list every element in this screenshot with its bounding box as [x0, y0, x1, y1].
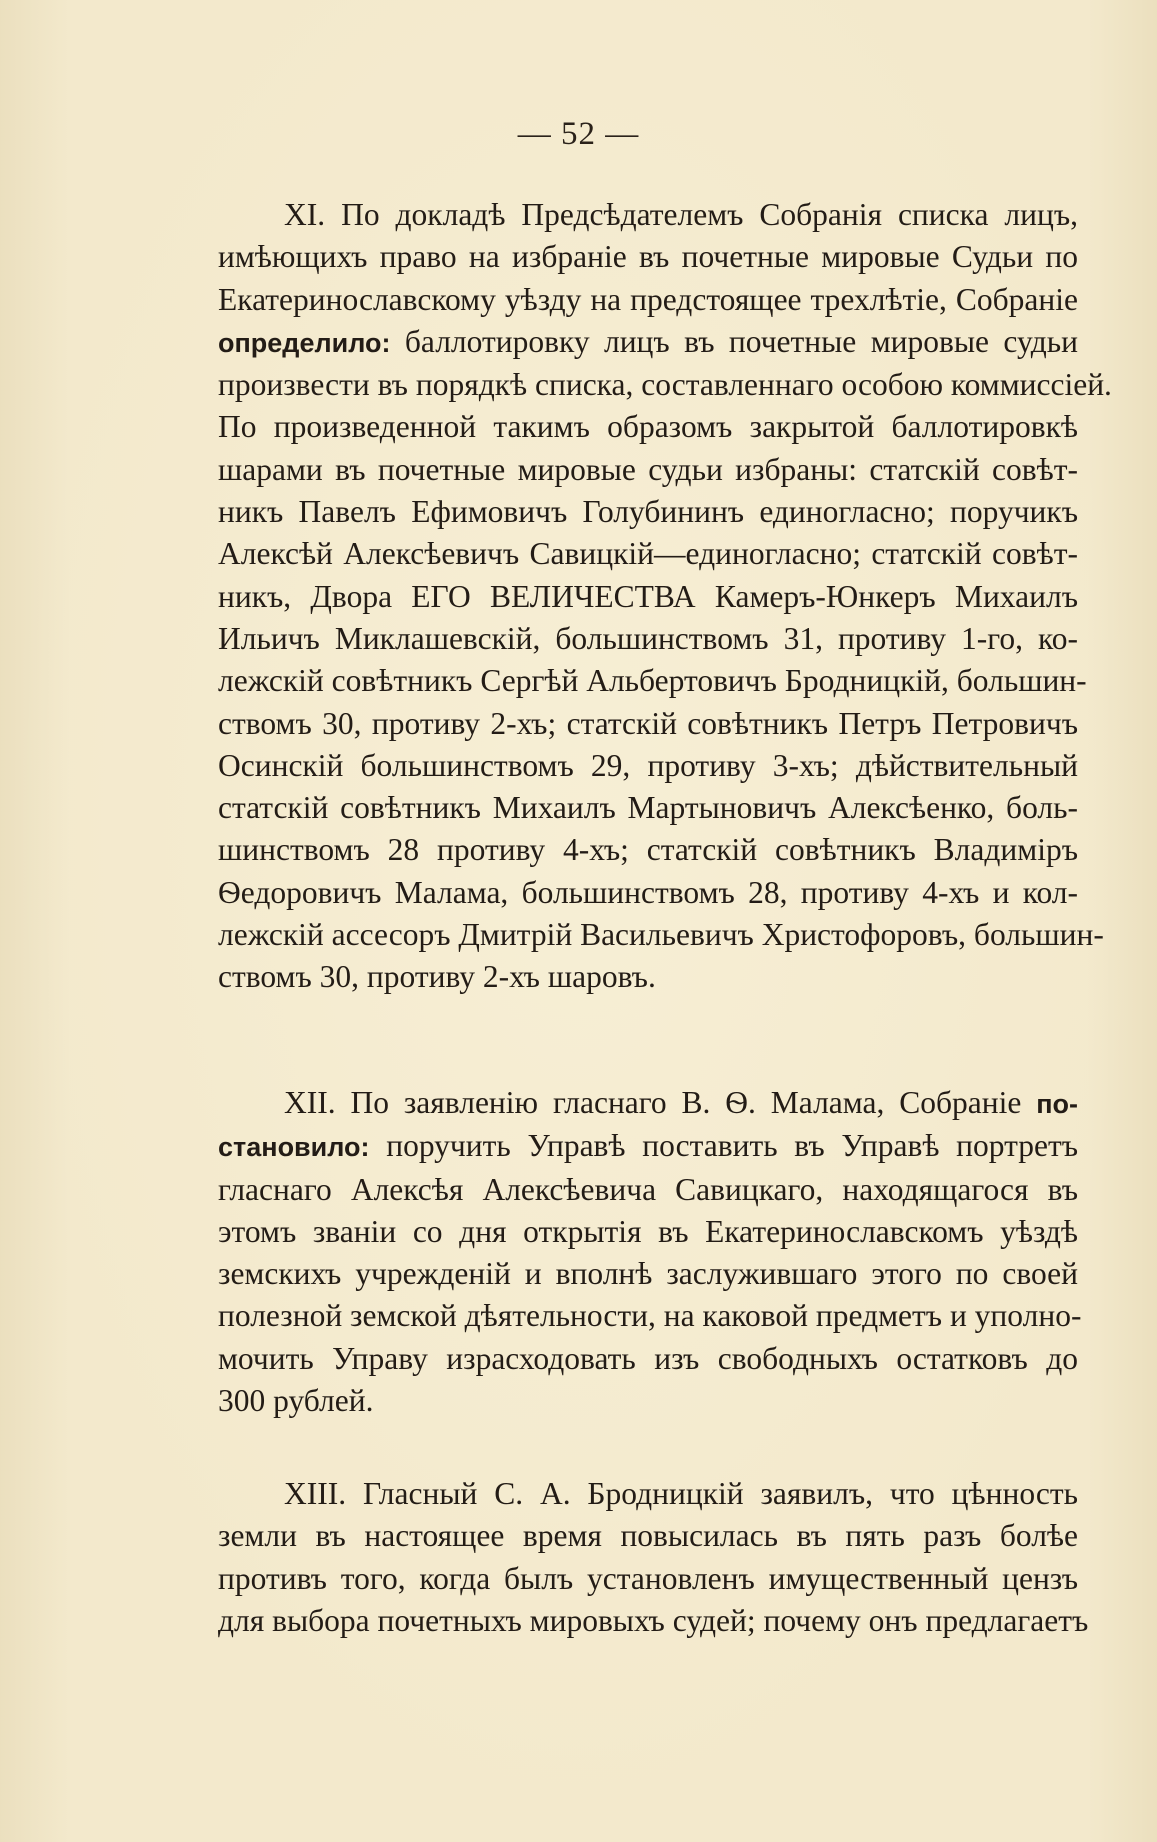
- bold-term: определило:: [218, 327, 391, 358]
- paragraph-xiii: [218, 1473, 1089, 1642]
- text-line: мочить Управу израсходовать изъ свободныхъ остатковъ до: [218, 1340, 1078, 1376]
- text-line: никъ, Двора ЕГО ВЕЛИЧЕСТВА Камеръ-Юнкеръ Михаилъ: [218, 578, 1078, 614]
- text-line: ствомъ 30, противу 2-хъ шаровъ.: [218, 959, 656, 995]
- text-line: гласнаго Алексѣя Алексѣевича Савицкаго, находящагося въ: [218, 1171, 1078, 1207]
- text-line: Ѳедоровичъ Малама, большинствомъ 28, противу 4-хъ и кол-: [218, 874, 1078, 910]
- page-number: — 52 —: [517, 116, 640, 152]
- text-line: По произведенной такимъ образомъ закрытой баллотировкѣ: [218, 409, 1078, 445]
- text-line: Екатеринославскому уѣзду на предстоящее трехлѣтіе, Собраніе: [218, 281, 1078, 317]
- text-line: для выбора почетныхъ мировыхъ судей; почему онъ предлагаетъ: [218, 1602, 1089, 1638]
- text-line: полезной земской дѣятельности, на каковой предметъ и уполно-: [218, 1298, 1082, 1334]
- text-line: ствомъ 30, противу 2-хъ; статскій совѣтникъ Петръ Петровичъ: [218, 705, 1078, 741]
- text-line: имѣющихъ право на избраніе въ почетные мировые Судьи по: [218, 239, 1078, 275]
- text-line: становило: поручить Управѣ поставить въ Управѣ портретъ: [218, 1128, 1078, 1164]
- paragraph-xii: [218, 1082, 1082, 1422]
- text-line: произвести въ порядкѣ списка, составленнаго особою коммиссіей.: [218, 367, 1112, 403]
- text-line: Алексѣй Алексѣевичъ Савицкій—единогласно; статскій совѣт-: [218, 536, 1078, 572]
- paragraph-xi: [218, 194, 1112, 999]
- bold-term: по-: [1036, 1089, 1078, 1119]
- bold-term: становило:: [218, 1132, 370, 1163]
- text-line: XI. По докладѣ Предсѣдателемъ Собранія списка лицъ,: [284, 197, 1078, 232]
- text-line: шарами въ почетные мировые судьи избраны: статскій совѣт-: [218, 451, 1078, 487]
- text-line: никъ Павелъ Ефимовичъ Голубининъ единогласно; поручикъ: [218, 494, 1078, 530]
- text-line: лежскій ассесоръ Дмитрій Васильевичъ Христофоровъ, большин-: [218, 917, 1104, 953]
- text-line: земли въ настоящее время повысилась въ пять разъ болѣе: [218, 1518, 1078, 1554]
- text-line: XII. По заявленію гласнаго В. Ѳ. Малама, Собраніе по-: [284, 1085, 1078, 1120]
- text-line: противъ того, когда былъ установленъ имущественный цензъ: [218, 1560, 1078, 1596]
- text-line: лежскій совѣтникъ Сергѣй Альбертовичъ Бродницкій, большин-: [218, 663, 1087, 699]
- text-line: определило: баллотировку лицъ въ почетные мировые судьи: [218, 323, 1078, 359]
- text-line: Осинскій большинствомъ 29, противу 3-хъ; дѣйствительный: [218, 747, 1078, 783]
- text-line: 300 рублей.: [218, 1383, 374, 1419]
- text-line: земскихъ учрежденій и вполнѣ заслужившаго этого по своей: [218, 1256, 1078, 1292]
- text-line: шинствомъ 28 противу 4-хъ; статскій совѣтникъ Владиміръ: [218, 832, 1078, 868]
- text-line: XIII. Гласный С. А. Бродницкій заявилъ, что цѣнность: [284, 1476, 1078, 1511]
- text-line: этомъ званіи со дня открытія въ Екатеринославскомъ уѣздѣ: [218, 1213, 1078, 1249]
- text-line: Ильичъ Миклашевскій, большинствомъ 31, противу 1-го, ко-: [218, 620, 1078, 656]
- text-line: статскій совѣтникъ Михаилъ Мартыновичъ Алексѣенко, боль-: [218, 790, 1078, 826]
